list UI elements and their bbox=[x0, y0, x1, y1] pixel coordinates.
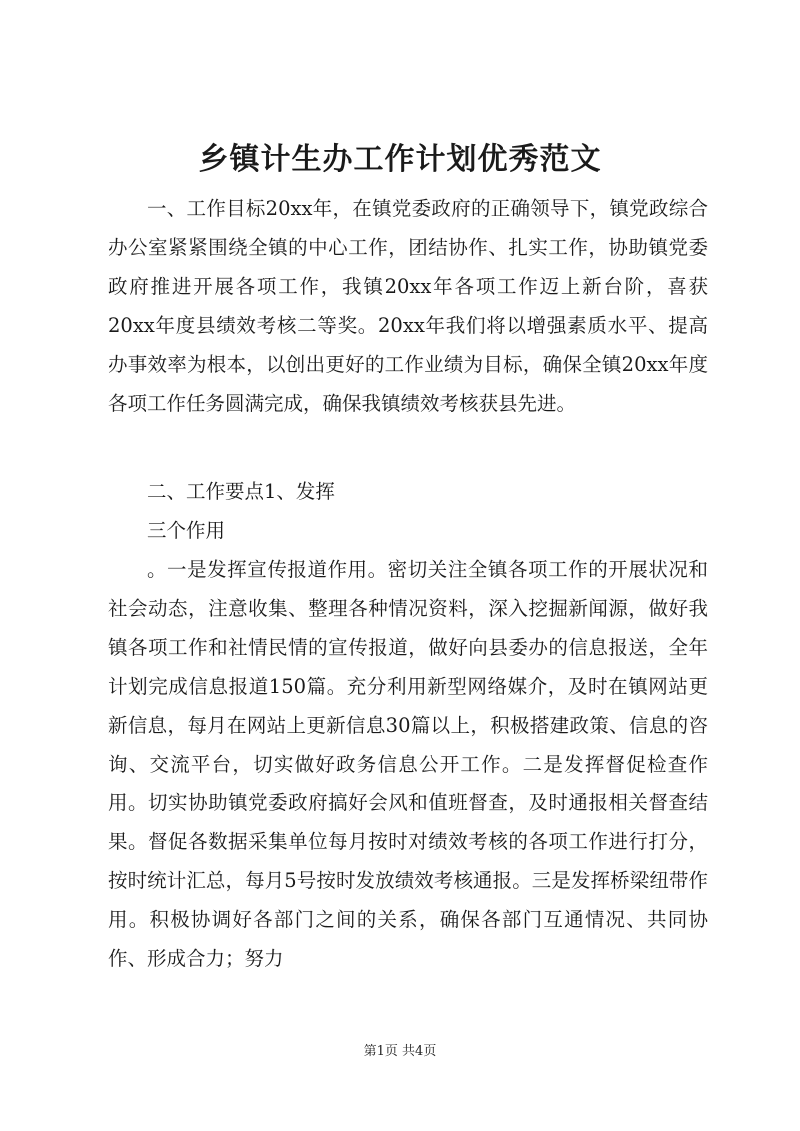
paragraph-text: 二、工作要点1、发挥 bbox=[147, 480, 335, 503]
paragraph-three-roles bbox=[108, 512, 708, 551]
paragraph-role-details bbox=[108, 551, 708, 979]
paragraph-text: 。一是发挥宣传报道作用。密切关注全镇各项工作的开展状况和社会动态，注意收集、整理各种情况资料，深入挖掘新闻源，做好我镇各项工作和社情民情的宣传报道，做好向县委办的信息报送，全年计划完成信息报道150篇。充分利用新型网络媒介，及时在镇网站更新信息，每月在网站上更新信息30篇以上，积极搭建政策、信息的咨询、交流平台，切实做好政务信息公开工作。二是发挥督促检查作用。切实协助镇党委政府搞好会风和值班督查，及时通报相关督查结果。督促各数据采集单位每月按时对绩效考核的各项工作进行打分，按时统计汇总，每月5号按时发放绩效考核通报。三是发挥桥梁纽带作用。积极协调好各部门之间的关系，确保各部门互通情况、共同协作、形成合力；努力 bbox=[108, 558, 708, 971]
paragraph-text: 一、工作目标20xx年，在镇党委政府的正确领导下，镇党政综合办公室紧紧围绕全镇的中心工作，团结协作、扎实工作，协助镇党委政府推进开展各项工作，我镇20xx年各项工作迈上新台阶，喜获20xx年度县绩效考核二等奖。20xx年我们将以增强素质水平、提高办事效率为根本，以创出更好的工作业绩为目标，确保全镇20xx年度各项工作任务圆满完成，确保我镇绩效考核获县先进。 bbox=[108, 197, 708, 415]
paragraph-work-goals bbox=[108, 190, 708, 423]
page-number-footer: 第1页 共4页 bbox=[363, 1044, 437, 1059]
paragraph-text: 三个作用 bbox=[147, 519, 226, 542]
document-title: 乡镇计生办工作计划优秀范文 bbox=[198, 142, 602, 177]
paragraph-work-points bbox=[108, 473, 708, 512]
